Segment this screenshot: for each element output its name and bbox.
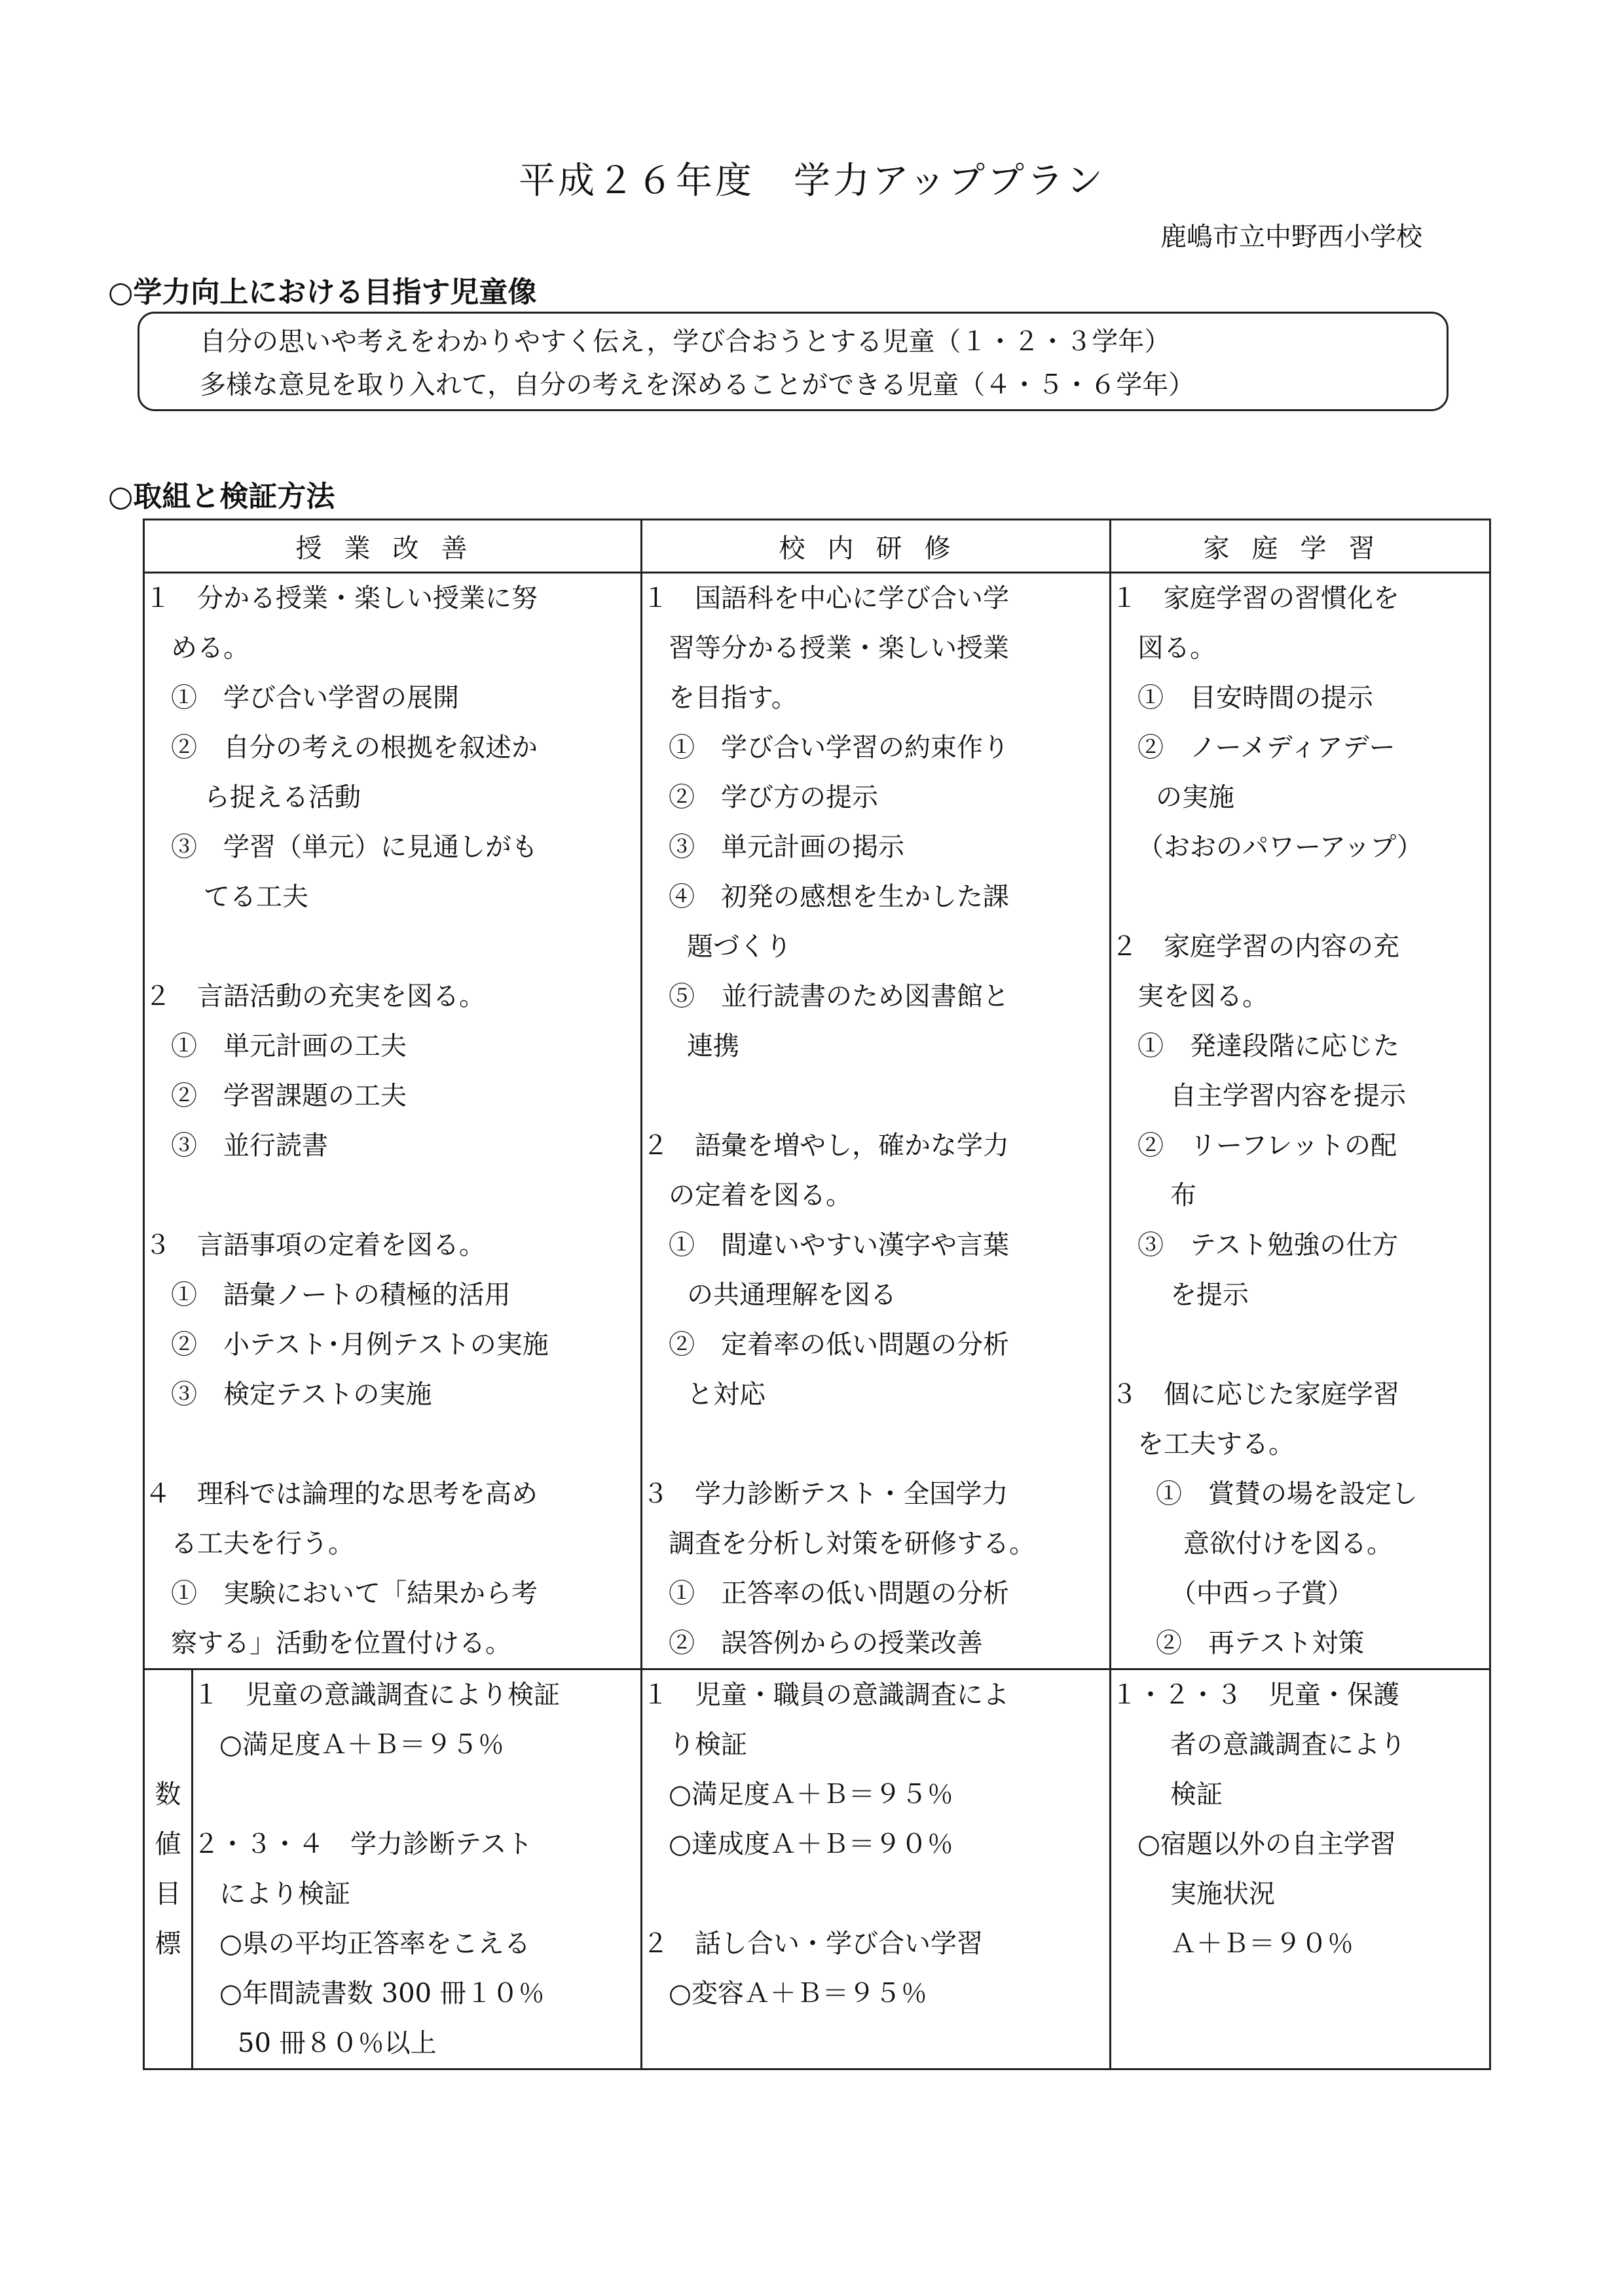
list-item: ② 定着率の低い問題の分析 bbox=[669, 1330, 1009, 1360]
goal-line: 自分の思いや考えをわかりやすく伝え，学び合おうとする児童（１・２・３学年） bbox=[200, 327, 1171, 357]
list-item: ４ 理科では論理的な思考を高め bbox=[145, 1479, 538, 1509]
list-item: ○宿題以外の自主学習 bbox=[1137, 1829, 1396, 1859]
list-item: １ 家庭学習の習慣化を bbox=[1111, 583, 1399, 613]
list-item: ２ 家庭学習の内容の充 bbox=[1111, 932, 1399, 962]
numeric-target-home-cell bbox=[1111, 1669, 1490, 2069]
list-item: 布 bbox=[1170, 1180, 1196, 1211]
list-item: 意欲付けを図る。 bbox=[1183, 1529, 1393, 1559]
list-item: の共通理解を図る bbox=[687, 1280, 896, 1310]
list-item: を提示 bbox=[1170, 1280, 1249, 1310]
list-item: 題づくり bbox=[687, 932, 792, 962]
list-item: る工夫を行う。 bbox=[171, 1529, 354, 1559]
list-item: （中西っ子賞） bbox=[1170, 1578, 1354, 1609]
list-item: ① 実験において「結果から考 bbox=[171, 1578, 538, 1609]
list-item: ３ 言語事項の定着を図る。 bbox=[145, 1230, 485, 1260]
list-item: ③ 学習（単元）に見通しがも bbox=[171, 832, 538, 862]
school-name: 鹿嶋市立中野西小学校 bbox=[1160, 222, 1422, 252]
label-char: 数 bbox=[155, 1779, 181, 1810]
list-item: 図る。 bbox=[1137, 633, 1216, 663]
list-item: 者の意識調査により bbox=[1170, 1730, 1406, 1760]
list-item: ○満足度Ａ＋Ｂ＝９５％ bbox=[669, 1779, 953, 1810]
list-item: り検証 bbox=[669, 1730, 747, 1760]
list-item: １ 分かる授業・楽しい授業に努 bbox=[145, 583, 538, 613]
list-item: ② ノーメディアデー bbox=[1137, 733, 1395, 763]
list-item: 実を図る。 bbox=[1137, 981, 1268, 1011]
list-item: める。 bbox=[171, 633, 249, 663]
list-item: ② 学習課題の工夫 bbox=[171, 1081, 407, 1111]
list-item: と対応 bbox=[687, 1379, 766, 1410]
list-item: ○変容Ａ＋Ｂ＝９５％ bbox=[669, 1978, 927, 2009]
list-item: ② 再テスト対策 bbox=[1156, 1628, 1365, 1658]
list-item: 調査を分析し対策を研修する。 bbox=[669, 1529, 1035, 1559]
list-item: １・２・３ 児童・保護 bbox=[1111, 1680, 1399, 1710]
list-item: ① 学び合い学習の展開 bbox=[171, 683, 459, 713]
list-item: ○満足度Ａ＋Ｂ＝９５％ bbox=[219, 1730, 504, 1760]
list-item: ① 賞賛の場を設定し bbox=[1156, 1479, 1418, 1509]
column-header-lesson-improvement: 授業改善 bbox=[144, 520, 642, 573]
list-item: ① 発達段階に応じた bbox=[1137, 1031, 1399, 1061]
numeric-target-training-cell bbox=[642, 1669, 1111, 2069]
list-item: ３ 個に応じた家庭学習 bbox=[1111, 1379, 1399, 1410]
list-item: ② 学び方の提示 bbox=[669, 782, 878, 812]
list-item: の定着を図る。 bbox=[669, 1180, 852, 1211]
lesson-improvement-cell bbox=[144, 573, 642, 1669]
list-item: 50 冊８０％以上 bbox=[238, 2028, 437, 2058]
list-item: ２ 話し合い・学び合い学習 bbox=[642, 1929, 983, 1959]
list-item: １ 児童の意識調査により検証 bbox=[193, 1680, 560, 1710]
list-item: を目指す。 bbox=[669, 683, 798, 713]
list-item: ④ 初発の感想を生かした課 bbox=[669, 882, 1009, 912]
list-item: ③ 並行読書 bbox=[171, 1131, 328, 1161]
list-item: ① 間違いやすい漢字や言葉 bbox=[669, 1230, 1009, 1260]
label-char: 目 bbox=[155, 1879, 181, 1909]
list-item: ② 自分の考えの根拠を叙述か bbox=[171, 733, 538, 763]
list-item: 連携 bbox=[687, 1031, 739, 1061]
target-student-box bbox=[138, 312, 1449, 411]
page-title: 平成２６年度 学力アッププラン bbox=[518, 160, 1106, 202]
list-item: （おおのパワーアップ） bbox=[1137, 832, 1423, 862]
list-item: により検証 bbox=[219, 1879, 350, 1909]
list-item: ① 語彙ノートの積極的活用 bbox=[171, 1280, 511, 1310]
list-item: １ 児童・職員の意識調査によ bbox=[642, 1680, 1009, 1710]
list-item: ① 単元計画の工夫 bbox=[171, 1031, 407, 1061]
list-item: ○県の平均正答率をこえる bbox=[219, 1929, 530, 1959]
list-item: ① 学び合い学習の約束作り bbox=[669, 733, 1009, 763]
label-char: 標 bbox=[155, 1929, 181, 1959]
list-item: ら捉える活動 bbox=[204, 782, 361, 812]
section-heading-target-student: ○学力向上における目指す児童像 bbox=[108, 276, 537, 309]
list-item: 検証 bbox=[1170, 1779, 1223, 1810]
section-heading-efforts: ○取組と検証方法 bbox=[108, 480, 335, 513]
list-item: 実施状況 bbox=[1170, 1879, 1275, 1909]
label-char: 値 bbox=[155, 1829, 181, 1859]
list-item: ○年間読書数 300 冊１０％ bbox=[219, 1978, 545, 2009]
list-item: ２ 言語活動の充実を図る。 bbox=[145, 981, 485, 1011]
list-item: ② 小テスト･月例テストの実施 bbox=[171, 1330, 549, 1360]
list-item: ③ 単元計画の掲示 bbox=[669, 832, 904, 862]
list-item: ② 誤答例からの授業改善 bbox=[669, 1628, 983, 1658]
list-item: の実施 bbox=[1156, 782, 1234, 812]
list-item: を工夫する。 bbox=[1137, 1429, 1295, 1459]
list-item: ① 正答率の低い問題の分析 bbox=[669, 1578, 1009, 1609]
numeric-target-label bbox=[144, 1669, 193, 2069]
list-item: ② リーフレットの配 bbox=[1137, 1131, 1397, 1161]
list-item: 察する」活動を位置付ける。 bbox=[171, 1628, 511, 1658]
list-item: １ 国語科を中心に学び合い学 bbox=[642, 583, 1009, 613]
list-item: 習等分かる授業・楽しい授業 bbox=[669, 633, 1009, 663]
list-item: ① 目安時間の提示 bbox=[1137, 683, 1373, 713]
list-item: ３ 学力診断テスト・全国学力 bbox=[642, 1479, 1008, 1509]
list-item: ２・３・４ 学力診断テスト bbox=[193, 1829, 533, 1859]
numeric-target-lesson-cell bbox=[193, 1669, 642, 2069]
list-item: ２ 語彙を増やし，確かな学力 bbox=[642, 1131, 1009, 1161]
list-item: Ａ＋Ｂ＝９０％ bbox=[1170, 1929, 1354, 1959]
list-item: ③ 検定テストの実施 bbox=[171, 1379, 432, 1410]
list-item: ○達成度Ａ＋Ｂ＝９０％ bbox=[669, 1829, 953, 1859]
home-study-cell bbox=[1111, 573, 1490, 1669]
list-item: てる工夫 bbox=[204, 882, 308, 912]
column-header-school-training: 校内研修 bbox=[642, 520, 1111, 573]
list-item: ⑤ 並行読書のため図書館と bbox=[669, 981, 1009, 1011]
efforts-table bbox=[143, 519, 1491, 2070]
list-item: ③ テスト勉強の仕方 bbox=[1137, 1230, 1399, 1260]
list-item: 自主学習内容を提示 bbox=[1170, 1081, 1406, 1111]
goal-line: 多様な意見を取り入れて，自分の考えを深めることができる児童（４・５・６学年） bbox=[200, 370, 1195, 400]
column-header-home-study: 家庭学習 bbox=[1111, 520, 1490, 573]
school-training-cell bbox=[642, 573, 1111, 1669]
